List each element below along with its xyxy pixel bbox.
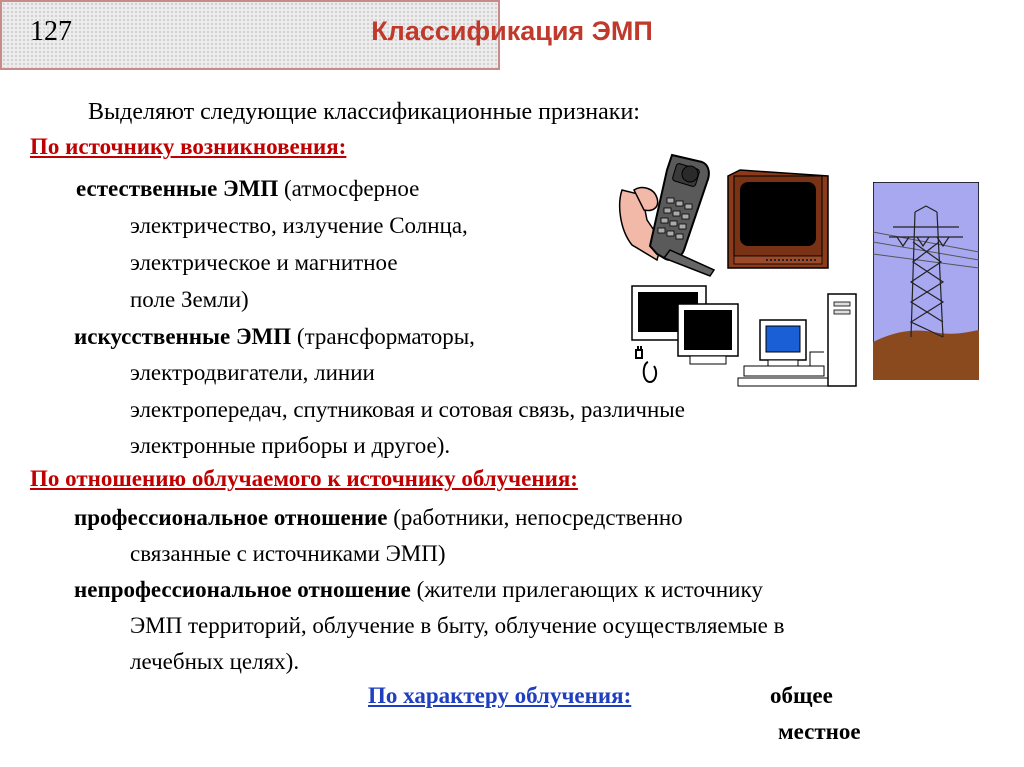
nonprofessional-line3: лечебных целях). [130,649,300,674]
professional-line2: связанные с источниками ЭМП) [130,541,446,566]
nonprofessional-line2: ЭМП территорий, облучение в быту, облучение осуществляемые в [130,613,785,638]
computers-icon [628,282,860,390]
professional-line1 [74,504,683,532]
nonprofessional-line1 [74,576,763,604]
natural-line2: электричество, излучение Солнца, [130,213,468,238]
artificial-line1 [74,323,475,351]
natural-line4: поле Земли) [130,287,249,312]
slide-title: Классификация ЭМП [371,16,653,46]
section1-heading: По источнику возникновения: [30,134,347,159]
intro-text: Выделяют следующие классификационные признаки: [88,99,640,125]
natural-line1 [76,175,419,203]
nonprofessional-text1: (жители прилегающих к источнику [416,577,763,602]
title-box [0,0,653,70]
artificial-line3: электропередач, спутниковая и сотовая связь, различные [130,397,685,422]
irradiation-general: общее [770,683,833,708]
artificial-line2: электродвигатели, линии [130,360,375,385]
artificial-text1: (трансформаторы, [296,324,475,349]
professional-term: профессиональное отношение [74,505,388,530]
slide-number: 127 [30,16,72,47]
artificial-term: искусственные ЭМП [74,324,292,349]
artificial-line4: электронные приборы и другое). [130,433,451,458]
power-line-tower-icon [873,182,979,380]
section2-heading: По отношению облучаемого к источнику облучения: [30,466,578,491]
irradiation-local: местное [778,719,861,744]
section3-heading: По характеру облучения: [368,683,632,708]
natural-term: естественные ЭМП [76,176,279,201]
nonprofessional-term: непрофессиональное отношение [74,577,411,602]
television-icon [726,168,830,273]
natural-text1: (атмосферное [284,176,420,201]
professional-text1: (работники, непосредственно [393,505,683,530]
natural-line3: электрическое и магнитное [130,250,398,275]
mobile-phone-in-hand-icon [612,150,722,278]
